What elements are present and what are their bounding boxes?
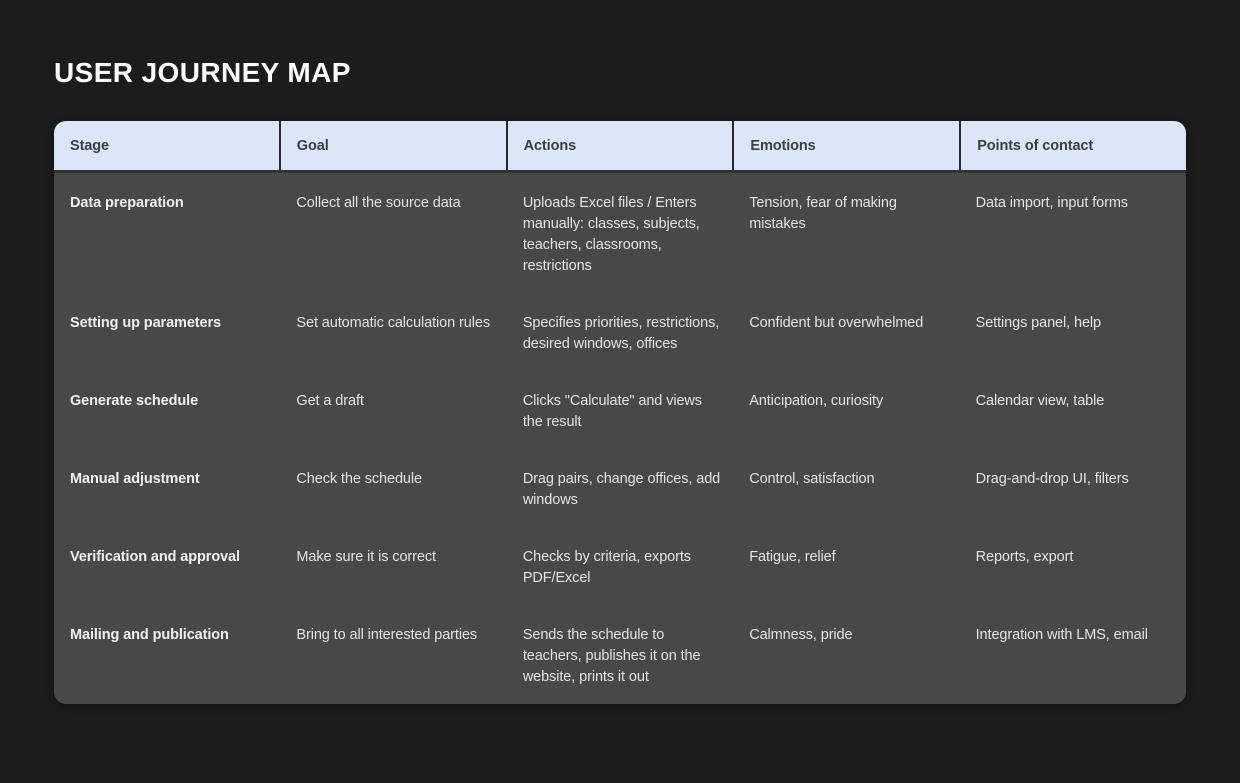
cell-points-of-contact: Drag-and-drop UI, filters <box>975 471 1129 487</box>
cell-stage: Setting up parameters <box>70 315 221 331</box>
cell-stage: Data preparation <box>70 195 184 211</box>
table-row <box>54 605 1186 704</box>
column-header-goal: Goal <box>279 121 506 170</box>
cell-goal: Check the schedule <box>296 471 422 487</box>
cell-stage: Manual adjustment <box>70 471 200 487</box>
cell-stage: Verification and approval <box>70 549 240 565</box>
cell-actions: Clicks "Calculate" and views the result <box>522 393 702 430</box>
cell-emotions: Fatigue, relief <box>749 549 836 565</box>
table-row <box>54 293 1186 371</box>
cell-emotions: Control, satisfaction <box>749 471 875 487</box>
cell-actions: Uploads Excel files / Enters manually: classes, subjects, teachers, classrooms, restrictions <box>522 195 700 274</box>
cell-points-of-contact: Calendar view, table <box>975 393 1105 409</box>
table-header-row <box>54 121 1186 173</box>
cell-emotions: Confident but overwhelmed <box>749 315 924 331</box>
cell-emotions: Tension, fear of making mistakes <box>749 195 897 232</box>
cell-actions: Drag pairs, change offices, add windows <box>522 471 721 508</box>
cell-goal: Collect all the source data <box>296 195 461 211</box>
cell-points-of-contact: Settings panel, help <box>975 315 1101 331</box>
cell-points-of-contact: Reports, export <box>975 549 1074 565</box>
cell-points-of-contact: Data import, input forms <box>975 195 1128 211</box>
cell-emotions: Calmness, pride <box>749 627 853 643</box>
column-header-stage: Stage <box>70 137 109 154</box>
cell-actions: Checks by criteria, exports PDF/Excel <box>522 549 691 586</box>
cell-goal: Make sure it is correct <box>296 549 436 565</box>
cell-stage: Mailing and publication <box>70 627 229 643</box>
cell-actions: Sends the schedule to teachers, publishes it on the website, prints it out <box>522 627 701 685</box>
column-header-actions: Actions <box>506 121 733 170</box>
table-body <box>54 173 1186 704</box>
cell-emotions: Anticipation, curiosity <box>749 393 884 409</box>
table-row <box>54 449 1186 527</box>
cell-stage: Generate schedule <box>70 393 199 409</box>
page-title: USER JOURNEY MAP <box>54 57 351 88</box>
table-row <box>54 173 1186 293</box>
cell-goal: Get a draft <box>296 393 364 409</box>
cell-points-of-contact: Integration with LMS, email <box>975 627 1148 643</box>
cell-goal: Bring to all interested parties <box>296 627 478 643</box>
column-header-emotions: Emotions <box>732 121 959 170</box>
journey-table <box>54 121 1186 704</box>
cell-goal: Set automatic calculation rules <box>296 315 490 331</box>
table-row <box>54 527 1186 605</box>
column-header-points-of-contact: Points of contact <box>959 121 1186 170</box>
table-row <box>54 371 1186 449</box>
cell-actions: Specifies priorities, restrictions, desired windows, offices <box>522 315 720 352</box>
